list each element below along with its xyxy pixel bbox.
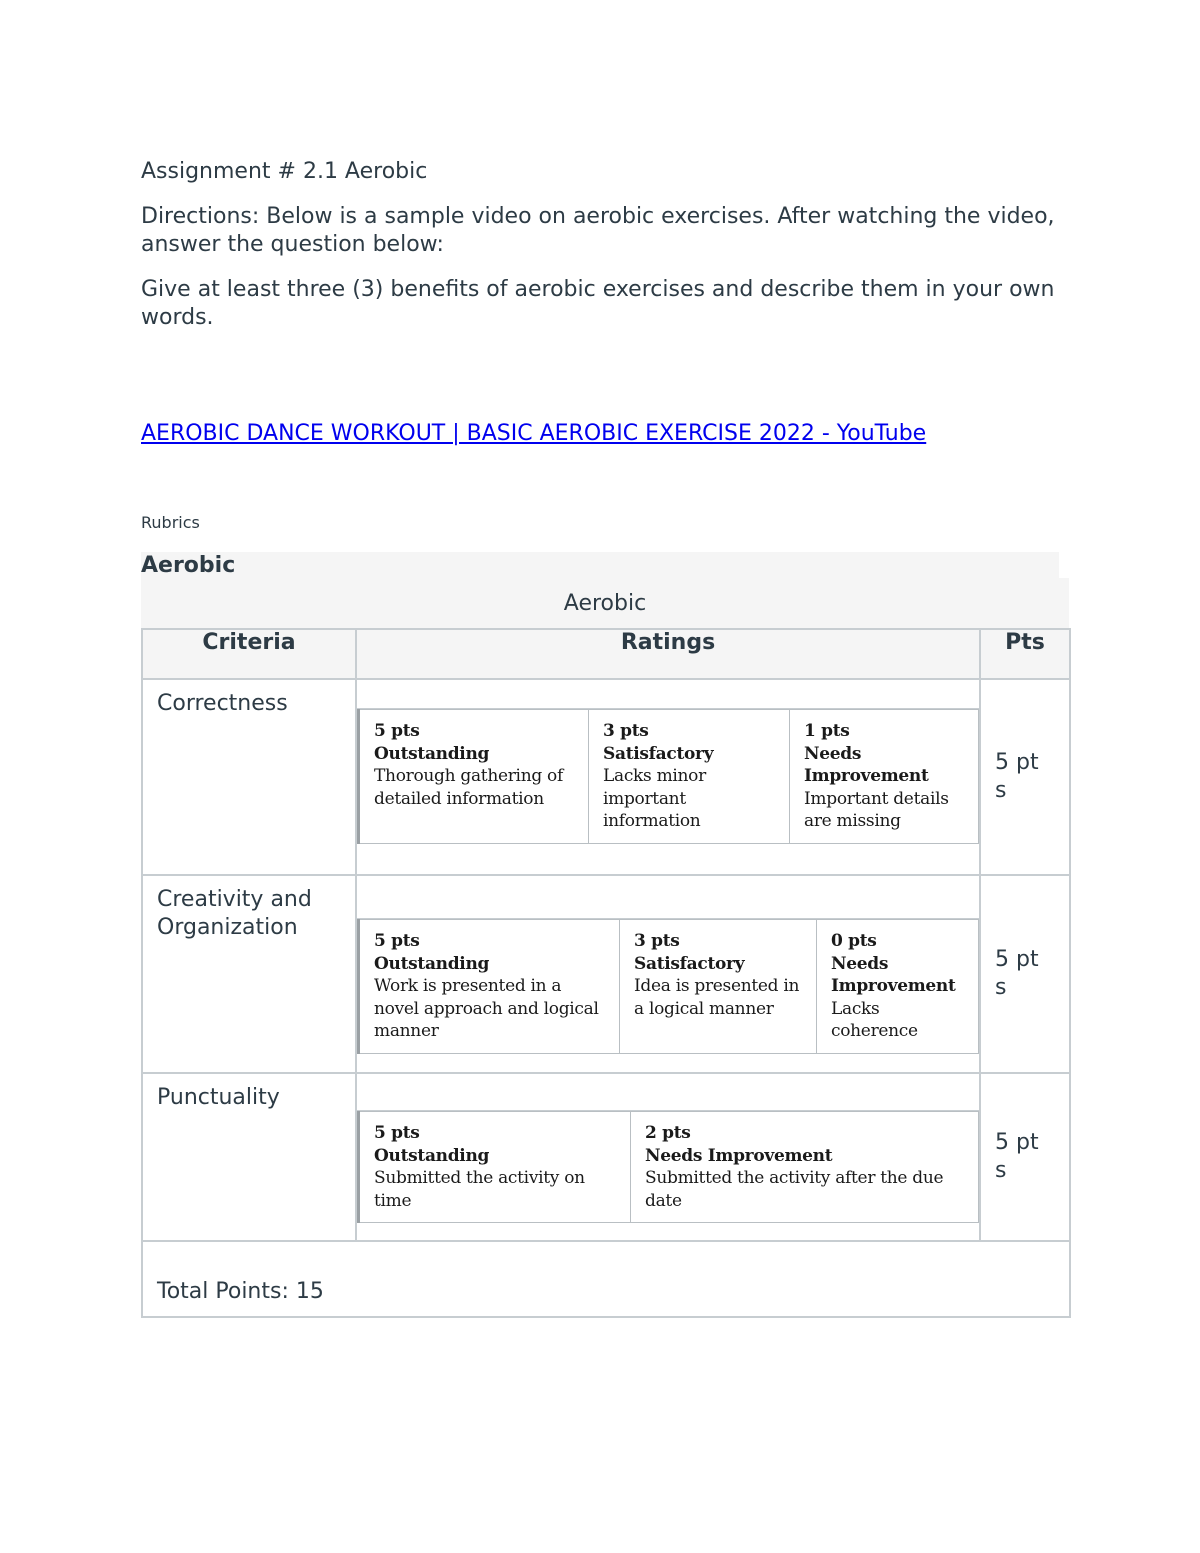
rating-cell bbox=[359, 1112, 631, 1223]
rating-description: Lacks minor important information bbox=[603, 766, 706, 831]
rating-description: Important details are missing bbox=[804, 788, 949, 831]
ratings-table bbox=[357, 1111, 979, 1223]
total-points: Total Points: 15 bbox=[142, 1241, 1070, 1317]
ratings-cell bbox=[356, 679, 980, 875]
rating-label: Needs Improvement bbox=[645, 1145, 833, 1166]
ratings-cell bbox=[356, 1073, 980, 1241]
rating-points: 5 pts bbox=[374, 721, 420, 741]
rating-cell bbox=[589, 710, 790, 844]
rating-description: Idea is presented in a logical manner bbox=[634, 976, 800, 1019]
rubric-total-row bbox=[142, 1241, 1070, 1317]
rubrics-label: Rubrics bbox=[141, 513, 200, 532]
criterion-points: 5 pt s bbox=[980, 1073, 1070, 1241]
criterion-name: Correctness bbox=[142, 679, 356, 875]
rubric-row bbox=[142, 875, 1070, 1073]
pts-header: Pts bbox=[980, 629, 1070, 679]
rating-points: 2 pts bbox=[645, 1123, 691, 1143]
rating-cell bbox=[359, 710, 589, 844]
rating-description: Lacks coherence bbox=[831, 998, 918, 1041]
criteria-header: Criteria bbox=[142, 629, 356, 679]
rating-label: Outstanding bbox=[374, 743, 490, 764]
rubric-heading: Aerobic bbox=[141, 553, 236, 578]
rating-label: Satisfactory bbox=[603, 743, 714, 764]
rating-points: 3 pts bbox=[634, 931, 680, 951]
rating-cell bbox=[359, 920, 620, 1054]
rating-label: Outstanding bbox=[374, 1145, 490, 1166]
rating-cell bbox=[620, 920, 817, 1054]
ratings-cell bbox=[356, 875, 980, 1073]
rating-label: Needs Improvement bbox=[804, 743, 929, 786]
rubric-header-row bbox=[142, 629, 1070, 679]
rating-points: 1 pts bbox=[804, 721, 850, 741]
rating-description: Submitted the activity on time bbox=[374, 1168, 585, 1211]
criterion-name: Creativity and Organization bbox=[142, 875, 356, 1073]
youtube-video-link[interactable]: AEROBIC DANCE WORKOUT | BASIC AEROBIC EXERCISE 2022 - YouTube bbox=[141, 421, 927, 446]
rubric-caption: Aerobic bbox=[141, 578, 1069, 630]
rubric-row bbox=[142, 679, 1070, 875]
ratings-header: Ratings bbox=[356, 629, 980, 679]
rating-cell bbox=[790, 710, 979, 844]
ratings-table bbox=[357, 919, 979, 1054]
rating-description: Thorough gathering of detailed information bbox=[374, 766, 563, 809]
assignment-directions: Directions: Below is a sample video on aerobic exercises. After watching the video, answer the question below: bbox=[141, 204, 1055, 257]
rating-description: Submitted the activity after the due date bbox=[645, 1168, 944, 1211]
ratings-top-spacer bbox=[357, 876, 979, 919]
ratings-top-spacer bbox=[357, 1074, 979, 1111]
criterion-points: 5 pt s bbox=[980, 875, 1070, 1073]
rating-label: Satisfactory bbox=[634, 953, 745, 974]
rubric-heading-background bbox=[141, 552, 1059, 580]
rubric-table bbox=[141, 628, 1071, 1318]
rating-points: 0 pts bbox=[831, 931, 877, 951]
rubric-row bbox=[142, 1073, 1070, 1241]
rating-description: Work is presented in a novel approach and logical manner bbox=[374, 976, 599, 1041]
assignment-question: Give at least three (3) benefits of aerobic exercises and describe them in your own words. bbox=[141, 277, 1055, 330]
criterion-points: 5 pt s bbox=[980, 679, 1070, 875]
assignment-title: Assignment # 2.1 Aerobic bbox=[141, 159, 428, 184]
rating-cell bbox=[631, 1112, 979, 1223]
rating-points: 5 pts bbox=[374, 1123, 420, 1143]
ratings-top-spacer bbox=[357, 680, 979, 709]
rating-points: 5 pts bbox=[374, 931, 420, 951]
ratings-table bbox=[357, 709, 979, 844]
criterion-name: Punctuality bbox=[142, 1073, 356, 1241]
rating-label: Outstanding bbox=[374, 953, 490, 974]
rating-points: 3 pts bbox=[603, 721, 649, 741]
rating-cell bbox=[817, 920, 979, 1054]
rating-label: Needs Improvement bbox=[831, 953, 956, 996]
